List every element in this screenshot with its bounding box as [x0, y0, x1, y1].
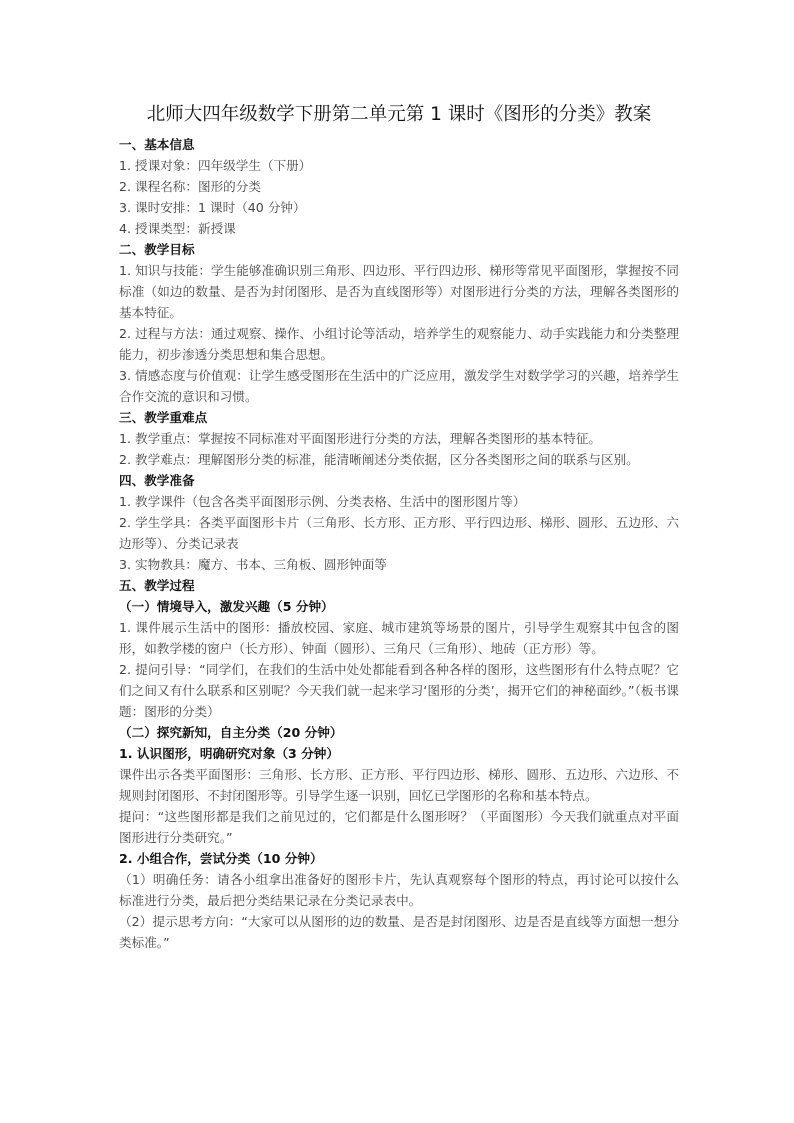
process-item: （1）明确任务：请各小组拿出准备好的图形卡片，先认真观察每个图形的特点，再讨论可以按什么标准进行分类，最后把分类结果记录在分类记录表中。	[119, 872, 679, 908]
process-item: 2. 提问引导：“同学们，在我们的生活中处处都能看到各种各样的图形，这些图形有什么特点呢？它们之间又有什么联系和区别呢？今天我们就一起来学习‘图形的分类’，揭开它们的神秘面纱。”（板书课题：图形的分类）	[119, 662, 679, 719]
subsection-heading-intro: （一）情境导入，激发兴趣（5 分钟）	[119, 599, 334, 614]
process-item: 1. 课件展示生活中的图形：播放校园、家庭、城市建筑等场景的图片，引导学生观察其中包含的图形，如教学楼的窗户（长方形）、钟面（圆形）、三角尺（三角形）、地砖（正方形）等。	[119, 620, 679, 656]
objective-item: 3. 情感态度与价值观：让学生感受图形在生活中的广泛应用，激发学生对数学学习的兴趣，培养学生合作交流的意识和习惯。	[119, 368, 679, 404]
step-heading-recognize: 1. 认识图形，明确研究对象（3 分钟）	[119, 746, 339, 761]
key-point-item: 1. 教学重点：掌握按不同标准对平面图形进行分类的方法，理解各类图形的基本特征。	[119, 431, 601, 446]
process-item: （2）提示思考方向：“大家可以从图形的边的数量、是否是封闭图形、边是否是直线等方面想一想分类标准。”	[119, 914, 679, 950]
basic-info-item: 1. 授课对象：四年级学生（下册）	[119, 158, 312, 173]
document-title: 北师大四年级数学下册第二单元第 1 课时《图形的分类》教案	[146, 104, 652, 125]
section-heading-preparation: 四、教学准备	[119, 473, 195, 488]
section-heading-key-points: 三、教学重难点	[119, 410, 208, 425]
section-heading-process: 五、教学过程	[119, 578, 195, 593]
preparation-item: 2. 学生学具：各类平面图形卡片（三角形、长方形、正方形、平行四边形、梯形、圆形、五边形、六边形等）、分类记录表	[119, 515, 679, 551]
document-page	[119, 100, 679, 953]
objective-item: 2. 过程与方法：通过观察、操作、小组讨论等活动，培养学生的观察能力、动手实践能力和分类整理能力，初步渗透分类思想和集合思想。	[119, 326, 679, 362]
process-item: 课件出示各类平面图形：三角形、长方形、正方形、平行四边形、梯形、圆形、五边形、六边形、不规则封闭图形、不封闭图形等。引导学生逐一识别，回忆已学图形的名称和基本特点。	[119, 767, 679, 803]
key-point-item: 2. 教学难点：理解图形分类的标准，能清晰阐述分类依据，区分各类图形之间的联系与区别。	[119, 452, 639, 467]
basic-info-item: 4. 授课类型：新授课	[119, 221, 236, 236]
section-heading-basic-info: 一、基本信息	[119, 137, 195, 152]
preparation-item: 3. 实物教具：魔方、书本、三角板、圆形钟面等	[119, 557, 387, 572]
basic-info-item: 2. 课程名称：图形的分类	[119, 179, 261, 194]
basic-info-item: 3. 课时安排：1 课时（40 分钟）	[119, 200, 306, 215]
objective-item: 1. 知识与技能：学生能够准确识别三角形、四边形、平行四边形、梯形等常见平面图形，掌握按不同标准（如边的数量、是否为封闭图形、是否为直线图形等）对图形进行分类的方法，理解各类图形的基本特征。	[119, 263, 679, 320]
process-item: 提问：“这些图形都是我们之前见过的，它们都是什么图形呀？（平面图形）今天我们就重点对平面图形进行分类研究。”	[119, 809, 679, 845]
step-heading-group-work: 2. 小组合作，尝试分类（10 分钟）	[119, 851, 323, 866]
preparation-item: 1. 教学课件（包含各类平面图形示例、分类表格、生活中的图形图片等）	[119, 494, 526, 509]
subsection-heading-explore: （二）探究新知，自主分类（20 分钟）	[119, 725, 343, 740]
section-heading-objectives: 二、教学目标	[119, 242, 195, 257]
